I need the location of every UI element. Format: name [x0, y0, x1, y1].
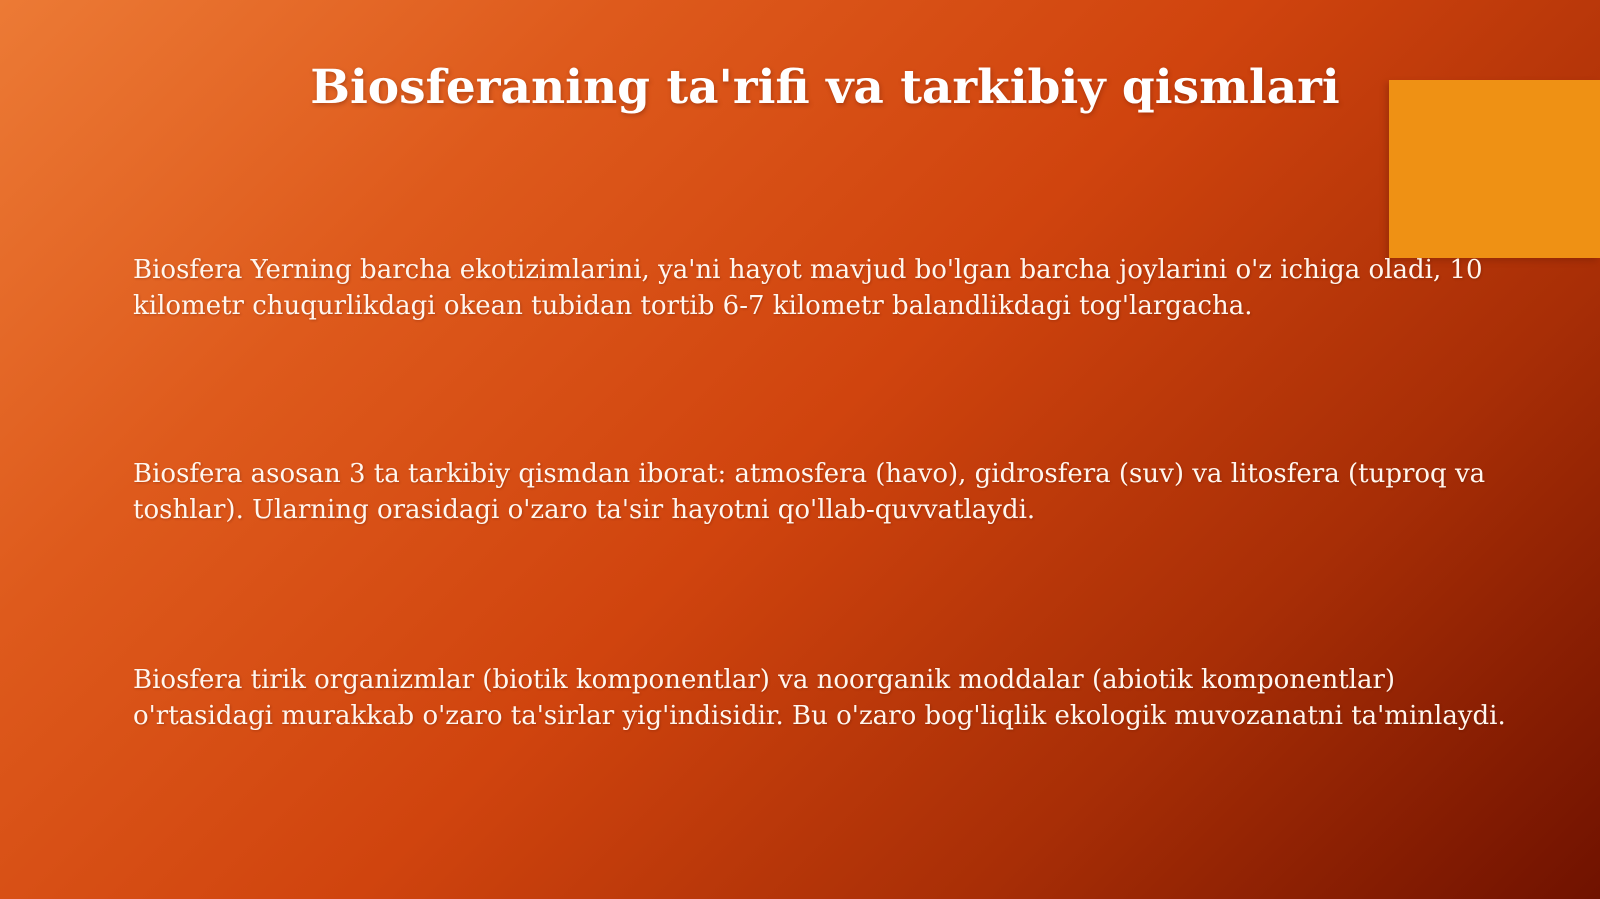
- slide-title: Biosferaning ta'rifi va tarkibiy qismlari: [310, 60, 1340, 115]
- paragraph-components: Biosfera asosan 3 ta tarkibiy qismdan iborat: atmosfera (havo), gidrosfera (suv) va litosfera (tuproq va toshlar). Ularning orasidagi o'zaro ta'sir hayotni qo'llab-quvvatlaydi.: [133, 459, 1486, 525]
- paragraph-interactions: Biosfera tirik organizmlar (biotik komponentlar) va noorganik moddalar (abiotik komponentlar) o'rtasidagi murakkab o'zaro ta'sirlar yig'indisidir. Bu o'zaro bog'liqlik ekologik muvozanatni ta'minlaydi.: [133, 665, 1506, 731]
- accent-block: [1389, 80, 1600, 258]
- paragraph-definition: Biosfera Yerning barcha ekotizimlarini, ya'ni hayot mavjud bo'lgan barcha joylarini o'z ichiga oladi, 10 kilometr chuqurlikdagi okean tubidan tortib 6-7 kilometr balandlikdagi tog'largacha.: [133, 255, 1483, 321]
